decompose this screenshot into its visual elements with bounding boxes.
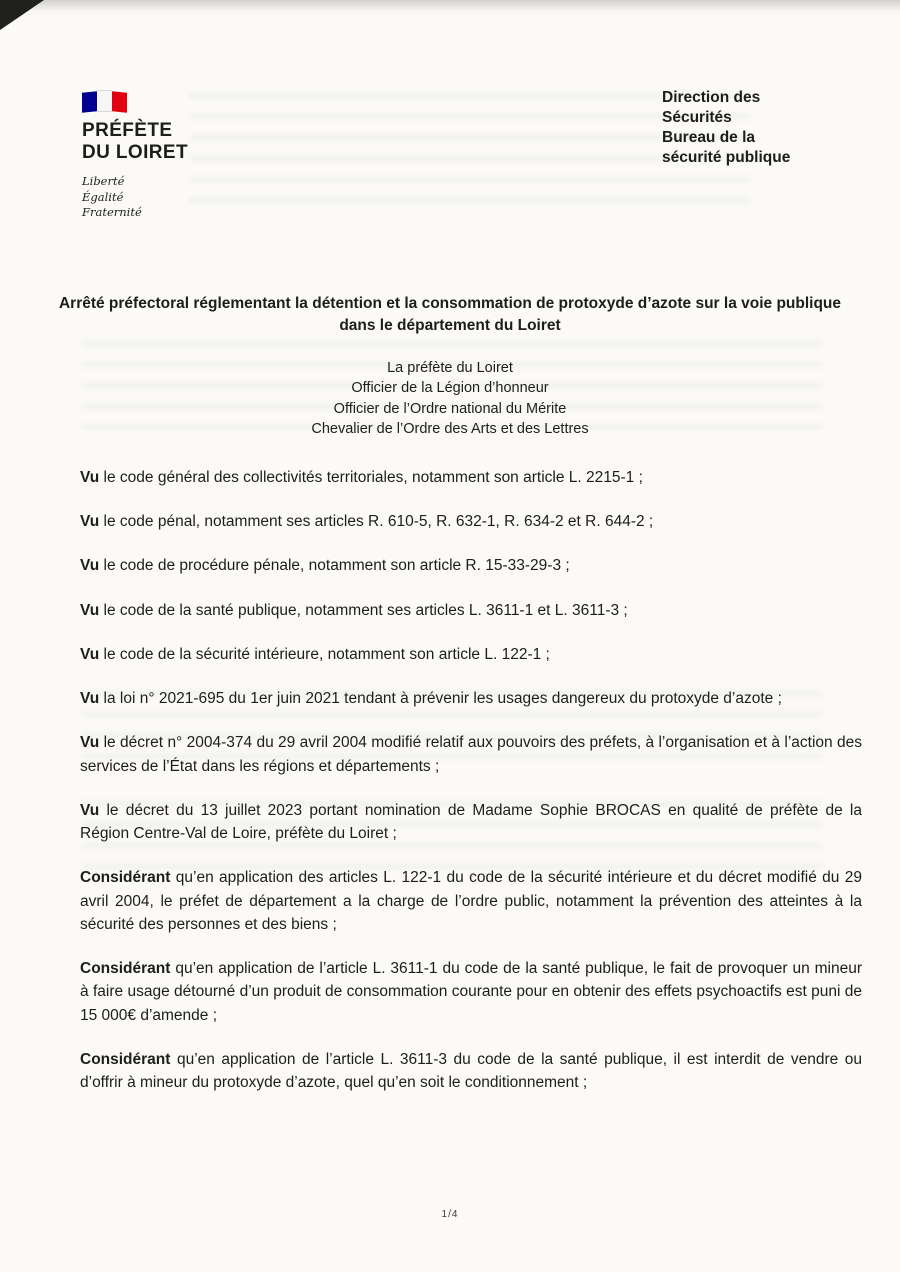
paragraph-text: le code pénal, notamment ses articles R. 610-5, R. 632-1, R. 634-2 et R. 644-2 ; (103, 513, 654, 531)
paragraph-lead: Vu (80, 690, 100, 708)
agency-name-line2: DU LOIRET (82, 142, 188, 164)
paragraph-text: qu’en application de l’article L. 3611-1 du code de la santé publique, le fait de provoquer un mineur à faire usage détourné d’un produit de consommation courante pour en obtenir des effets psychoactifs est puni de 15 000€ d’amende ; (80, 960, 862, 1024)
paragraph-text: le code général des collectivités territoriales, notamment son article L. 2215-1 ; (103, 468, 643, 486)
signatory-titles (0, 358, 900, 440)
signatory-line: Officier de l’Ordre national du Mérite (333, 400, 567, 417)
paragraph-lead: Vu (80, 645, 100, 663)
paragraph-vu (80, 731, 862, 778)
paragraph-lead: Vu (80, 557, 100, 575)
paragraph-considerant (80, 957, 862, 1027)
agency-name (82, 120, 188, 164)
paragraph-text: le décret du 13 juillet 2023 portant nomination de Madame Sophie BROCAS en qualité de préfète de la Région Centre-Val de Loire, préfète du Loiret ; (80, 801, 862, 843)
document-body (0, 466, 900, 1095)
paragraph-text: qu’en application des articles L. 122-1 du code de la sécurité intérieure et du décret modifié du 29 avril 2004, le préfet de département a la charge de l’ordre public, notamment la prévention des atteintes à la sécurité des personnes et des biens ; (80, 869, 862, 933)
prefecture-logo-block (82, 88, 188, 221)
paragraph-text: la loi n° 2021-695 du 1er juin 2021 tendant à prévenir les usages dangereux du protoxyde d’azote ; (103, 690, 782, 708)
paragraph-vu (80, 643, 862, 666)
paragraph-text: le code de la sécurité intérieure, notamment son article L. 122-1 ; (103, 645, 550, 663)
paragraph-lead: Vu (80, 513, 100, 531)
paragraph-lead: Considérant (80, 1050, 171, 1068)
paragraph-considerant (80, 866, 862, 936)
issuing-office: Direction des Sécurités Bureau de la sécurité publique (662, 89, 791, 167)
signatory-line: Chevalier de l’Ordre des Arts et des Lettres (311, 421, 589, 438)
paragraph-vu (80, 799, 862, 846)
paragraph-considerant (80, 1048, 862, 1095)
paragraph-lead: Considérant (80, 869, 171, 887)
signatory-line: La préfète du Loiret (387, 359, 513, 376)
paragraph-lead: Vu (80, 468, 100, 486)
paragraph-vu (80, 466, 862, 489)
agency-name-line1: PRÉFÈTE (82, 120, 173, 141)
republic-motto: Liberté Égalité Fraternité (82, 174, 142, 220)
paragraph-text: le code de la santé publique, notamment ses articles L. 3611-1 et L. 3611-3 ; (103, 601, 628, 619)
document-title: Arrêté préfectoral réglementant la détention et la consommation de protoxyde d’azote sur la voie publique dans le département du Loiret (58, 294, 842, 335)
paragraph-lead: Vu (80, 734, 100, 752)
paragraph-vu (80, 554, 862, 577)
paragraph-lead: Vu (80, 801, 100, 819)
paragraph-text: le code de procédure pénale, notamment son article R. 15-33-29-3 ; (103, 557, 570, 575)
signatory-line: Officier de la Légion d’honneur (351, 380, 549, 397)
page-number: 1/4 (441, 1209, 459, 1220)
paragraph-vu (80, 510, 862, 533)
french-flag-icon (82, 88, 128, 112)
paragraph-vu (80, 687, 862, 710)
document-header (0, 0, 900, 221)
paragraph-lead: Vu (80, 601, 100, 619)
paragraph-lead: Considérant (80, 960, 171, 978)
paragraph-text: le décret n° 2004-374 du 29 avril 2004 modifié relatif aux pouvoirs des préfets, à l’organisation et à l’action des services de l’État dans les régions et départements ; (80, 734, 862, 775)
paragraph-text: qu’en application de l’article L. 3611-3 du code de la santé publique, il est interdit de vendre ou d’offrir à mineur du protoxyde d’azote, quel qu’en soit le conditionnement ; (80, 1050, 862, 1092)
paragraph-vu (80, 599, 862, 622)
